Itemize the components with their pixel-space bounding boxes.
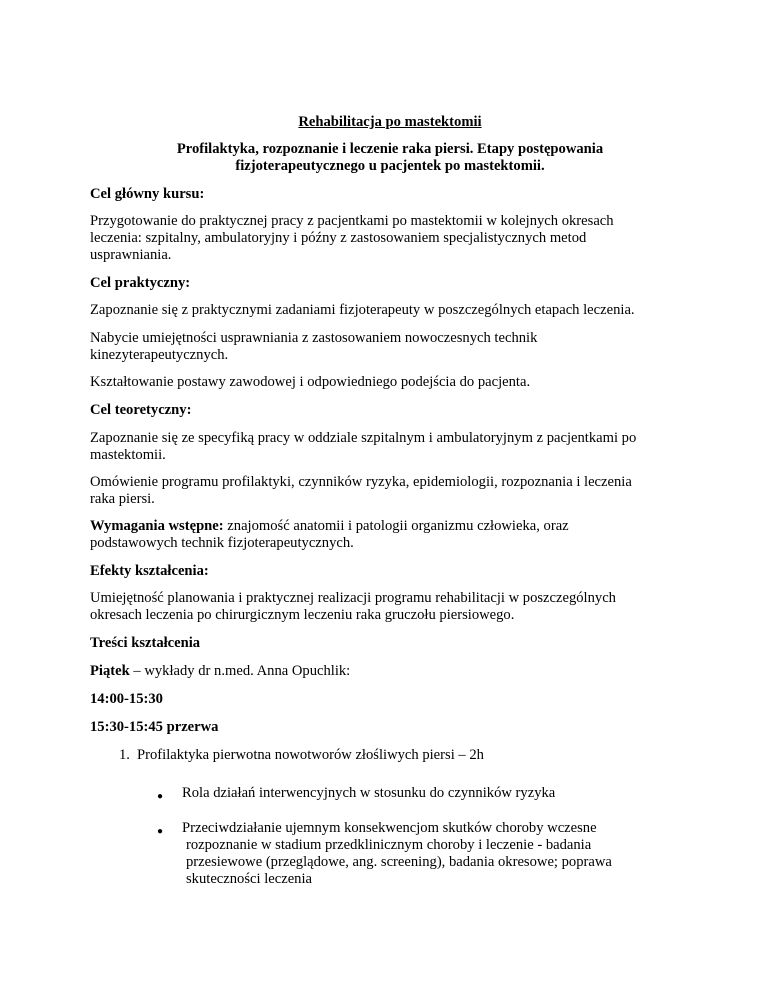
subtitle-line: fizjoterapeutycznego u pacjentek po mastektomii. bbox=[235, 158, 545, 174]
practical-goal-heading: Cel praktyczny: bbox=[90, 275, 191, 291]
subtitle-line: Profilaktyka, rozpoznanie i leczenie raka piersi. Etapy postępowania bbox=[176, 141, 604, 157]
practical-goal-p3: Kształtowanie postawy zawodowej i odpowiedniego podejścia do pacjenta. bbox=[90, 374, 531, 390]
text-line: mastektomii. bbox=[90, 447, 166, 463]
friday-rest: – wykłady dr n.med. Anna Opuchlik: bbox=[129, 663, 351, 679]
text-line: usprawniania. bbox=[90, 247, 172, 263]
theoretical-goal-heading: Cel teoretyczny: bbox=[90, 402, 192, 418]
friday-day: Piątek bbox=[90, 663, 130, 679]
outcomes-heading: Efekty kształcenia: bbox=[90, 563, 209, 579]
text-line: kinezyterapeutycznych. bbox=[90, 347, 229, 363]
requirements bbox=[90, 518, 690, 552]
text-line: leczenia: szpitalny, ambulatoryjny i późny z zastosowaniem specjalistycznych metod bbox=[90, 230, 587, 246]
page-title: Rehabilitacja po mastektomii bbox=[298, 114, 482, 130]
text-line: Zapoznanie się ze specyfiką pracy w oddziale szpitalnym i ambulatoryjnym z pacjentkami po bbox=[90, 430, 637, 446]
time-slot-1: 14:00-15:30 bbox=[90, 691, 163, 707]
text-line: podstawowych technik fizjoterapeutycznych. bbox=[90, 535, 354, 551]
text-line: rozpoznanie w stadium przedklinicznym choroby i leczenie - badania bbox=[186, 837, 592, 853]
text-line: Omówienie programu profilaktyki, czynników ryzyka, epidemiologii, rozpoznania i leczenia bbox=[90, 474, 632, 490]
practical-goal-p2 bbox=[90, 330, 690, 364]
bullet-item-1: Rola działań interwencyjnych w stosunku do czynników ryzyka bbox=[182, 785, 556, 801]
bullet-icon: ● bbox=[157, 791, 164, 802]
list-number: 1. bbox=[119, 747, 130, 763]
friday-line bbox=[90, 663, 690, 680]
bullet-item-2 bbox=[182, 820, 682, 888]
requirements-label: Wymagania wstępne: bbox=[90, 518, 224, 534]
subtitle bbox=[140, 141, 640, 175]
list-item-text: Profilaktyka pierwotna nowotworów złośliwych piersi – 2h bbox=[137, 747, 484, 763]
requirements-text: znajomość anatomii i patologii organizmu człowieka, oraz bbox=[223, 518, 569, 534]
text-line: Umiejętność planowania i praktycznej realizacji programu rehabilitacji w poszczególnych bbox=[90, 590, 616, 606]
text-line: Przeciwdziałanie ujemnym konsekwencjom skutków choroby wczesne bbox=[182, 820, 597, 836]
main-goal-heading: Cel główny kursu: bbox=[90, 186, 205, 202]
theoretical-goal-p2 bbox=[90, 474, 690, 508]
text-line: skuteczności leczenia bbox=[186, 871, 313, 887]
content-heading: Treści kształcenia bbox=[90, 635, 201, 651]
text-line: okresach leczenia po chirurgicznym leczeniu raka gruczołu piersiowego. bbox=[90, 607, 515, 623]
time-slot-2: 15:30-15:45 przerwa bbox=[90, 719, 219, 735]
text-line: przesiewowe (przeglądowe, ang. screening), badania okresowe; poprawa bbox=[186, 854, 612, 870]
outcomes-text bbox=[90, 590, 690, 624]
theoretical-goal-p1 bbox=[90, 430, 690, 464]
practical-goal-p1: Zapoznanie się z praktycznymi zadaniami fizjoterapeuty w poszczególnych etapach leczenia. bbox=[90, 302, 635, 318]
text-line: Nabycie umiejętności usprawniania z zastosowaniem nowoczesnych technik bbox=[90, 330, 538, 346]
bullet-icon: ● bbox=[157, 826, 164, 837]
text-line: raka piersi. bbox=[90, 491, 155, 507]
text-line: Przygotowanie do praktycznej pracy z pacjentkami po mastektomii w kolejnych okresach bbox=[90, 213, 614, 229]
main-goal-text bbox=[90, 213, 690, 264]
